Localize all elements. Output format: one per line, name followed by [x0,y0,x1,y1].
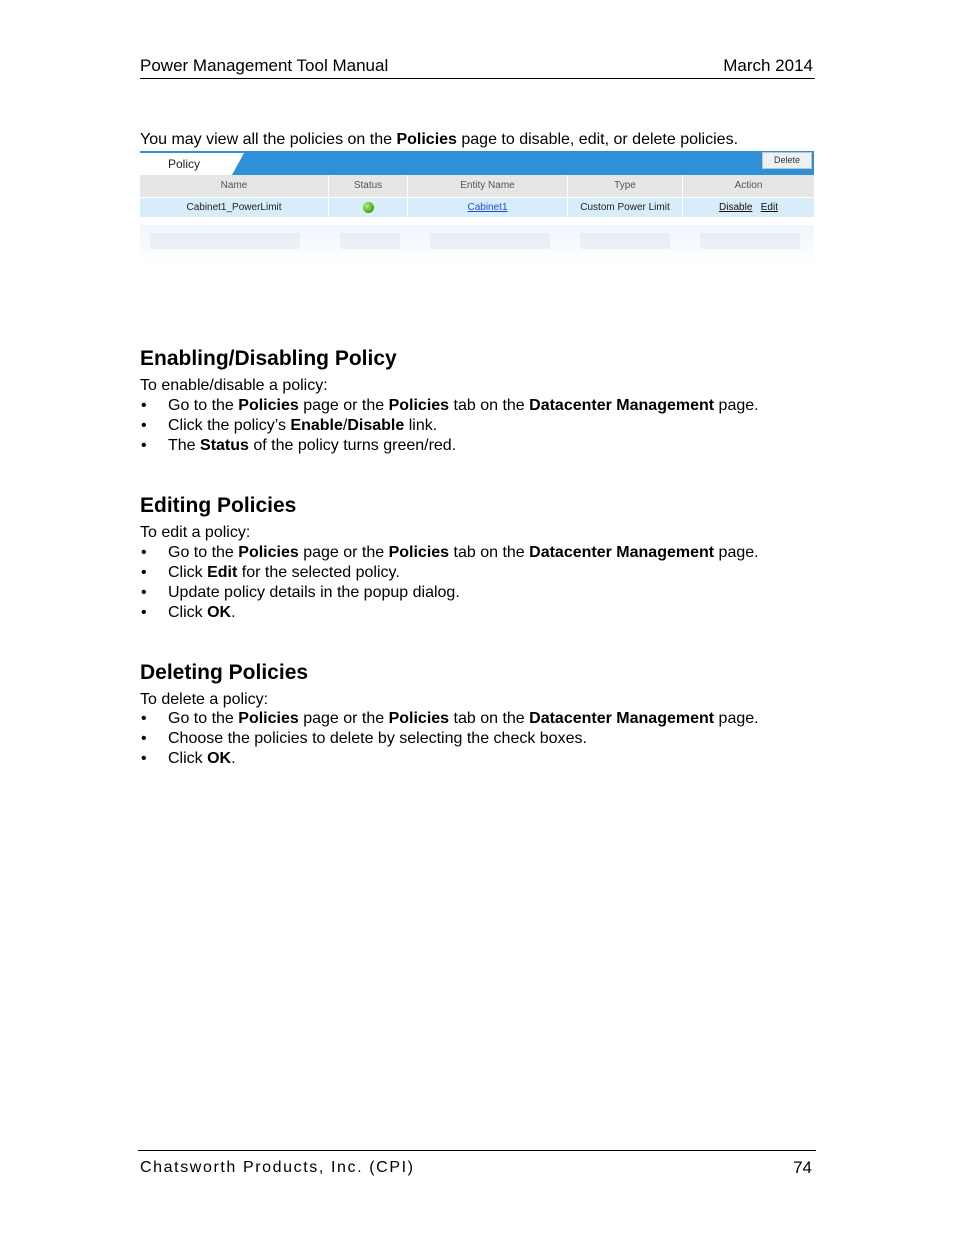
list-item [140,396,759,416]
column-header-name[interactable]: Name [140,175,329,197]
page-number: 74 [793,1158,812,1177]
steps-editing [140,543,759,623]
table-row [140,198,814,217]
list-item [140,563,759,583]
bold-term: Policies [388,397,450,414]
bold-term: Status [200,437,249,454]
intro-bold: Policies [396,131,457,148]
entity-name-cell [408,198,568,217]
text-segment: page or the [298,544,389,561]
text-segment: page. [714,710,759,727]
text-segment: link. [404,417,438,434]
tab-bar [140,151,814,175]
column-header-type[interactable]: Type [568,175,683,197]
steps-deleting [140,709,759,769]
action-cell [683,198,814,217]
column-header-action: Action [734,180,763,191]
bold-term: Edit [207,564,238,581]
policy-name-cell: Cabinet1_PowerLimit [140,198,329,217]
list-item [140,543,759,563]
edit-link[interactable]: Edit [760,202,778,213]
column-header-status[interactable]: Status [329,175,408,197]
intro-text-1: You may view all the policies on the [140,131,397,148]
text-segment: . [231,750,236,767]
bold-term: Policies [388,710,450,727]
page-footer [138,1150,816,1181]
text-segment: page or the [298,397,389,414]
text-segment: page or the [298,710,389,727]
column-header-entity-name[interactable]: Entity Name [408,175,568,197]
document-title: Power Management Tool Manual [140,56,389,75]
entity-link[interactable]: Cabinet1 [467,202,508,213]
text-segment: tab on the [449,397,530,414]
text-segment: Choose the policies to delete by selecting the check boxes. [168,730,587,747]
text-segment: for the selected policy. [237,564,400,581]
bold-term: Datacenter Management [529,544,715,561]
intro-text-2: page to disable, edit, or delete policies. [456,131,739,148]
steps-enabling [140,396,759,456]
table-header [140,175,814,198]
disable-link[interactable]: Disable [719,202,753,213]
company-name: Chatsworth Products, Inc. (CPI) [140,1159,415,1176]
text-segment: Click [168,564,208,581]
list-item [140,709,759,729]
text-segment: . [231,604,236,621]
text-segment: Click [168,604,208,621]
bold-term: Datacenter Management [529,710,715,727]
page-header [140,56,815,79]
bold-term: Disable [347,417,405,434]
bold-term: Policies [388,544,450,561]
text-segment: of the policy turns green/red. [248,437,457,454]
section-intro-deleting: To delete a policy: [140,691,269,708]
tab-policy[interactable]: Policy [140,153,232,175]
text-segment: Update policy details in the popup dialog. [168,584,460,601]
document-date: March 2014 [723,56,813,75]
section-heading-editing: Editing Policies [140,494,297,517]
list-item [140,729,759,749]
list-item [140,436,759,456]
section-heading-deleting: Deleting Policies [140,661,309,684]
text-segment: Go to the [168,544,239,561]
text-segment: page. [714,397,759,414]
status-green-icon [363,202,374,213]
bold-term: OK [207,750,232,767]
bold-term: Policies [238,544,299,561]
bold-term: OK [207,604,232,621]
list-item [140,749,759,769]
text-segment: page. [714,544,759,561]
bold-term: Enable [290,417,343,434]
type-cell: Custom Power Limit [568,198,683,217]
list-item [140,603,759,623]
text-segment: tab on the [449,710,530,727]
policies-screenshot [140,151,814,266]
list-item [140,416,759,436]
text-segment: The [168,437,201,454]
section-heading-enabling: Enabling/Disabling Policy [140,347,397,370]
status-cell [329,198,408,217]
bold-term: Policies [238,397,299,414]
section-intro-editing: To edit a policy: [140,524,251,541]
text-segment: tab on the [449,544,530,561]
bold-term: Datacenter Management [529,397,715,414]
list-item [140,583,759,603]
bold-term: Policies [238,710,299,727]
faded-rows [140,225,814,263]
text-segment: / [342,417,348,434]
text-segment: Click [168,750,208,767]
text-segment: Go to the [168,710,239,727]
delete-button[interactable]: Delete [762,152,812,169]
section-intro-enabling: To enable/disable a policy: [140,377,328,394]
text-segment: Go to the [168,397,239,414]
text-segment: Click the policy’s [168,417,291,434]
intro-paragraph [140,131,738,149]
